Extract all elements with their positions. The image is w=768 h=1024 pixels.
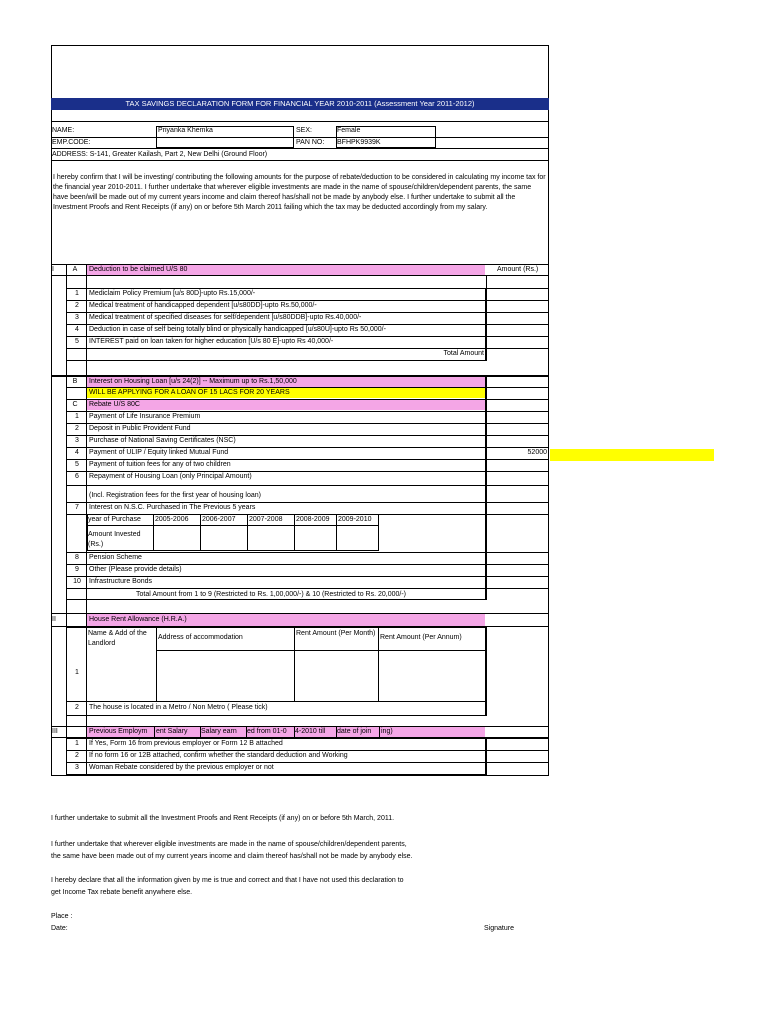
form-title: TAX SAVINGS DECLARATION FORM FOR FINANCIAL YEAR 2010-2011 (Assessment Year 2011-2012) (51, 98, 549, 110)
section-iii-heading-5: 4-2010 till (295, 728, 326, 735)
section-b-note: WILL BE APPLYING FOR A LOAN OF 15 LACS FOR 20 YEARS (89, 389, 290, 396)
row-number: 7 (75, 504, 79, 511)
col-landlord: Name & Add of the Landlord (88, 630, 147, 647)
row-number: 1 (75, 740, 79, 747)
section-c-heading: Rebate U/S 80C (89, 401, 140, 408)
section-roman-ii: II (52, 616, 56, 623)
date-label: Date: (51, 925, 68, 932)
row-text: Mediclaim Policy Premium [u/s 80D]-upto Rs.15,000/- (89, 290, 256, 297)
sex-pan-box (336, 126, 436, 148)
section-roman-iii: III (52, 728, 58, 735)
row-number: 6 (75, 473, 79, 480)
row-number: 4 (75, 326, 79, 333)
place-label: Place : (51, 913, 73, 920)
row-number: 9 (75, 566, 79, 573)
row-number: 8 (75, 554, 79, 561)
row-number: 1 (75, 290, 79, 297)
divider (156, 650, 486, 651)
divider (379, 726, 380, 738)
divider (51, 160, 549, 161)
name-label: NAME: (52, 127, 75, 134)
footer-p1: I further undertake to submit all the Investment Proofs and Rent Receipts (if any) on or before 5th March, 2011. (51, 815, 395, 822)
row-7-text: Interest on N.S.C. Purchased in The Previous 5 years (89, 504, 256, 511)
row-amount[interactable]: 52000 (527, 449, 547, 456)
pan-label: PAN NO: (296, 139, 325, 146)
row-number: 3 (75, 764, 79, 771)
sex-label: SEX: (296, 127, 312, 134)
pan-value[interactable]: BFHPK9939K (337, 139, 381, 146)
row-text: If no form 16 or 12B attached, confirm whether the standard deduction and Working (89, 752, 348, 759)
divider (86, 264, 87, 775)
row-text: Other (Please provide details) (89, 566, 182, 573)
row-number: 3 (75, 314, 79, 321)
footer-p2a: I further undertake that wherever eligible investments are made in the name of spouse/children/dependent parents, (51, 841, 407, 848)
row-text: Woman Rebate considered by the previous employer or not (89, 764, 274, 771)
year-cell: 2006-2007 (202, 516, 236, 523)
section-iii-heading-6: date of join (337, 728, 372, 735)
sex-value[interactable]: Female (337, 127, 361, 134)
row-text: INTEREST paid on loan taken for higher education [U/s 80 E]-upto Rs 40,000/- (89, 338, 334, 345)
amount-col-ii (486, 627, 549, 716)
section-letter-c: C (72, 401, 78, 408)
row-text: Infrastructure Bonds (89, 578, 153, 585)
divider (51, 148, 549, 149)
row-number: 2 (75, 704, 79, 711)
year-cell: 2009-2010 (338, 516, 372, 523)
row-text: Payment of tuition fees for any of two children (89, 461, 231, 468)
signature-label: Signature (484, 925, 514, 932)
divider (66, 485, 549, 486)
footer-p3a: I hereby declare that all the information given by me is true and correct and that I have not used this declaration to (51, 877, 404, 884)
metro-text: The house is located in a Metro / Non Metro ( Please tick) (89, 704, 268, 711)
row-text: Payment of Life Insurance Premium (89, 413, 201, 420)
divider (200, 726, 201, 738)
row-text: Payment of ULIP / Equity linked Mutual Fund (89, 449, 229, 456)
divider (294, 726, 295, 738)
row-number: 10 (73, 578, 81, 585)
amount-invested-label: Amount Invested (Rs.) (88, 531, 141, 548)
year-label: year of Purchase (88, 516, 141, 523)
section-iii-heading-2: ent Salary (156, 728, 188, 735)
footer-p2b: the same have been made out of my current years income and claim thereof has/shall not be made by anybody else. (51, 853, 413, 860)
row-number: 2 (75, 425, 79, 432)
section-b-heading: Interest on Housing Loan [u/s 24(2)] -- Maximum up to Rs.1,50,000 (89, 378, 297, 385)
emp-code-label: EMP.CODE: (52, 139, 91, 146)
section-iii-heading-1: Previous Employm (89, 728, 148, 735)
amount-col-iii (486, 738, 549, 775)
row-text: Medical treatment of specified diseases for self/dependent [u/s80DDB]-upto Rs.40,000/- (89, 314, 362, 321)
row-text: Deposit in Public Provident Fund (89, 425, 191, 432)
row-text: Pension Scheme (89, 554, 142, 561)
amount-header: Amount (Rs.) (497, 266, 539, 273)
divider (66, 701, 486, 702)
divider (247, 514, 248, 551)
year-cell: 2008-2009 (296, 516, 330, 523)
row-number: 5 (75, 338, 79, 345)
incl-note: (Incl. Registration fees for the first year of housing loan) (89, 492, 261, 499)
divider (200, 514, 201, 551)
address-line: ADDRESS: S-141, Greater Kailash, Part 2, New Delhi (Ground Floor) (52, 151, 268, 158)
name-box (156, 126, 294, 148)
row-number: 5 (75, 461, 79, 468)
divider (294, 514, 295, 551)
row-text: Repayment of Housing Loan (only Principal Amount) (89, 473, 252, 480)
divider (66, 264, 67, 775)
highlight-bar (550, 449, 714, 461)
divider (66, 399, 549, 400)
year-cell: 2005-2006 (155, 516, 189, 523)
divider (51, 121, 549, 122)
divider (294, 627, 295, 701)
divider (246, 726, 247, 738)
section-a-heading: Deduction to be claimed U/S 80 (89, 266, 188, 273)
section-roman-i: I (52, 266, 54, 273)
year-cell: 2007-2008 (249, 516, 283, 523)
section-iii-heading-4: ed from 01-0 (247, 728, 287, 735)
section-letter-a: A (72, 266, 78, 273)
divider (154, 726, 155, 738)
section-iii-heading-3: Salary earn (201, 728, 237, 735)
section-iii-heading-7: ing) (381, 728, 393, 735)
section-a-total: Total Amount (443, 350, 484, 357)
row-text: If Yes, Form 16 from previous employer or Form 12 B attached (89, 740, 283, 747)
section-ii-heading: House Rent Allowance (H.R.A.) (89, 616, 187, 623)
divider (336, 726, 337, 738)
row-text: Deduction in case of self being totally blind or physically handicapped [u/s80U]-upto Rs 50,000/- (89, 326, 386, 333)
divider (336, 514, 337, 551)
name-value[interactable]: Priyanka Khemka (158, 127, 213, 134)
row-number: 2 (75, 752, 79, 759)
col-rent-annum: Rent Amount (Per Annum) (380, 634, 462, 641)
row-number: 4 (75, 449, 79, 456)
row-text: Purchase of National Saving Certificates (NSC) (89, 437, 236, 444)
declaration-text: I hereby confirm that I will be investing/ contributing the following amounts for the purpose of rebate/deduction to be considered in calculating my income tax for the financial year 2010-2011. I further undertake that wherever eligible investments are made in the name of spouse/children/dependent parents, the same have been/will be made out of my current years income and claim thereof has/shall not be made by anybody else. I further undertake to submit all the Investment Proofs and Rent Receipts (if any) on or before 5th March 2011 failing which the tax may be deducted accordingly from my salary. (53, 174, 546, 211)
section-letter-b: B (72, 378, 78, 385)
row-number: 1 (75, 669, 79, 676)
footer-p3b: get Income Tax rebate benefit anywhere else. (51, 889, 193, 896)
row-number: 1 (75, 413, 79, 420)
row-number: 3 (75, 437, 79, 444)
divider (378, 627, 379, 701)
col-rent-month: Rent Amount (Per Month) (296, 630, 376, 637)
row-text: Medical treatment of handicapped dependent [u/s80DD]-upto Rs.50,000/- (89, 302, 317, 309)
divider (66, 387, 549, 388)
row-number: 2 (75, 302, 79, 309)
amount-col-c (486, 376, 549, 600)
divider (66, 588, 549, 589)
section-c-total: Total Amount from 1 to 9 (Restricted to Rs. 1,00,000/-) & 10 (Restricted to Rs. 20,000/-) (136, 591, 407, 598)
divider (153, 514, 154, 551)
col-address: Address of accommodation (158, 634, 243, 641)
divider (156, 627, 157, 701)
